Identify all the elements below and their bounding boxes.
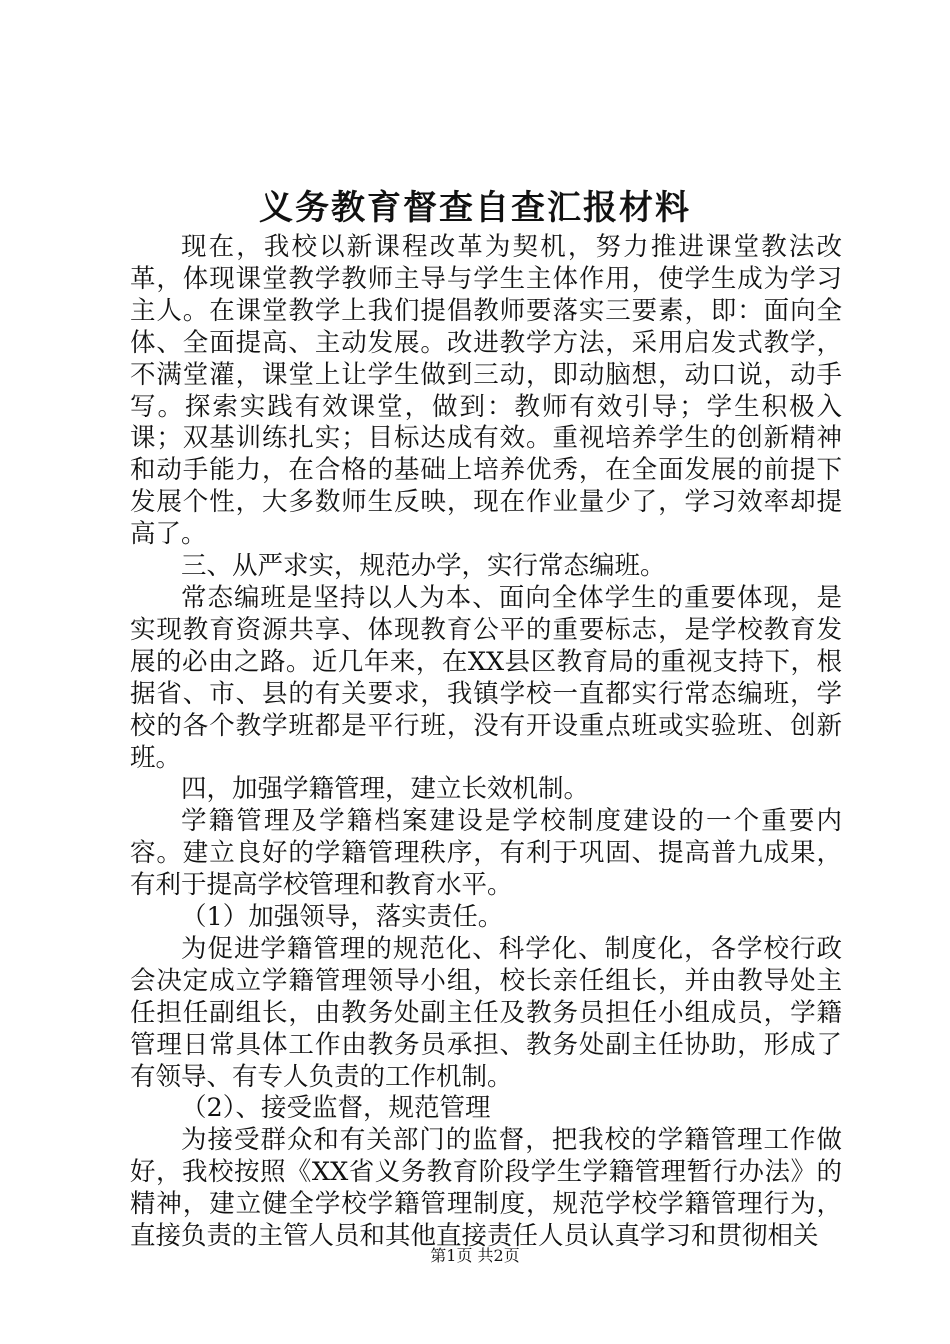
body-paragraph: 为促进学籍管理的规范化、科学化、制度化，各学校行政会决定成立学籍管理领导小组，校长亲任组长，并由教导处主任担任副组长，由教务处副主任及教务员担任小组成员，学籍管理日常具体工作由教务员承担、教务处副主任协助，形成了有领导、有专人负责的工作机制。 [130, 933, 842, 1092]
body-paragraph: 为接受群众和有关部门的监督，把我校的学籍管理工作做好，我校按照《XX省义务教育阶段学生学籍管理暂行办法》的精神，建立健全学校学籍管理制度，规范学校学籍管理行为，直接负责的主管人员和其他直接责任人员认真学习和贯彻相关 [130, 1125, 842, 1252]
subsection-heading: （1）加强领导，落实责任。 [181, 902, 504, 933]
body-paragraph: 学籍管理及学籍档案建设是学校制度建设的一个重要内容。建立良好的学籍管理秩序，有利于巩固、提高普九成果，有利于提高学校管理和教育水平。 [130, 806, 842, 901]
document-title: 义务教育督查自查汇报材料 [259, 188, 691, 228]
section-heading: 三、从严求实，规范办学，实行常态编班。 [181, 551, 666, 582]
body-paragraph: 现在，我校以新课程改革为契机，努力推进课堂教法改革，体现课堂教学教师主导与学生主体作用，使学生成为学习主人。在课堂教学上我们提倡教师要落实三要素，即：面向全体、全面提高、主动发展。改进教学方法，采用启发式教学，不满堂灌，课堂上让学生做到三动，即动脑想，动口说，动手写。探索实践有效课堂，做到：教师有效引导；学生积极入课；双基训练扎实；目标达成有效。重视培养学生的创新精神和动手能力，在合格的基础上培养优秀，在全面发展的前提下发展个性，大多数师生反映，现在作业量少了，学习效率却提高了。 [130, 232, 842, 550]
body-paragraph: 常态编班是坚持以人为本、面向全体学生的重要体现，是实现教育资源共享、体现教育公平的重要标志，是学校教育发展的必由之路。近几年来，在XX县区教育局的重视支持下，根据省、市、县的有关要求，我镇学校一直都实行常态编班，学校的各个教学班都是平行班，没有开设重点班或实验班、创新班。 [130, 582, 842, 773]
document-body [130, 232, 842, 1253]
page-number-footer: 第1页 共2页 [430, 1246, 520, 1265]
section-heading: 四，加强学籍管理，建立长效机制。 [181, 774, 590, 805]
subsection-heading: （2）、接受监督，规范管理 [181, 1093, 491, 1124]
